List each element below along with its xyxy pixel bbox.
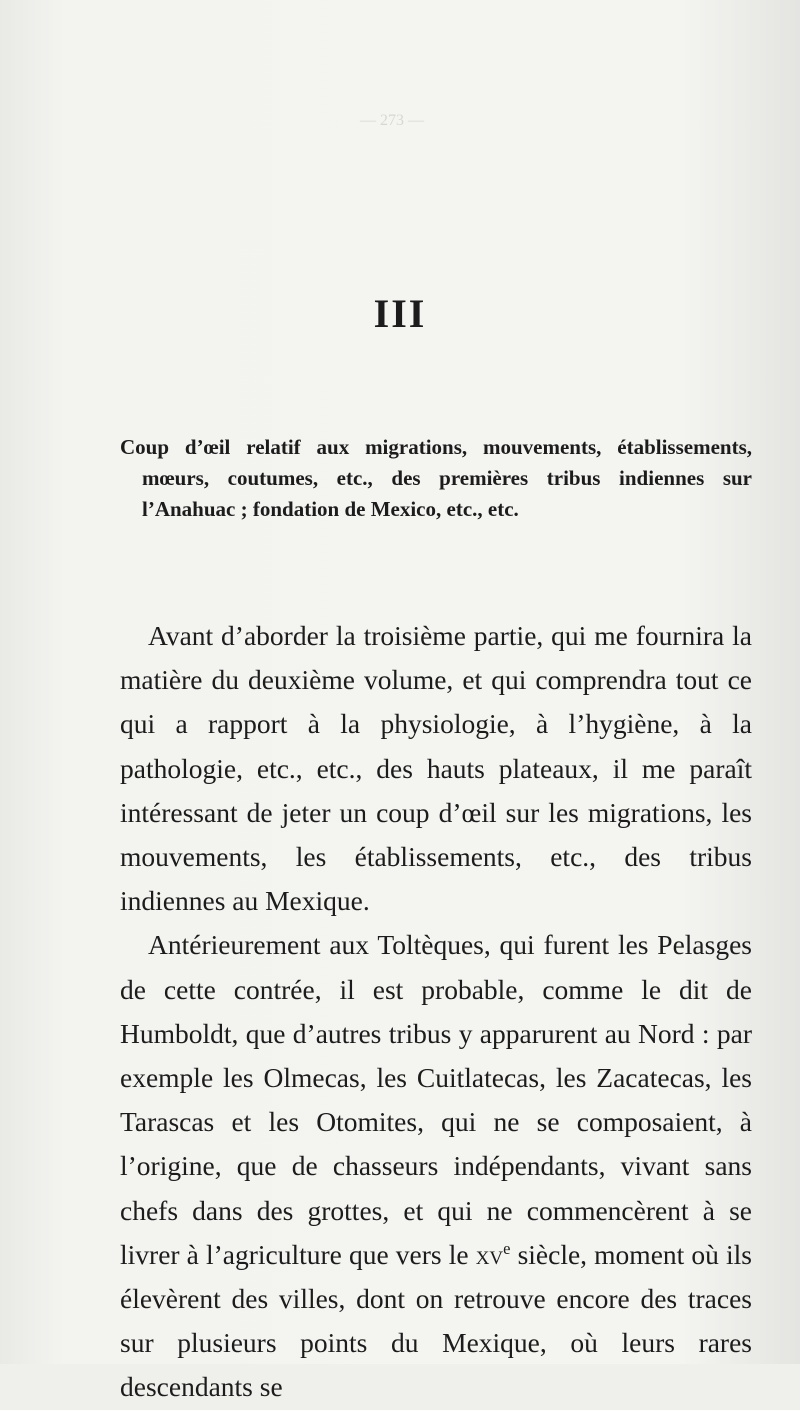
body-text xyxy=(120,614,752,1410)
page-number: — 273 — xyxy=(360,112,424,129)
century-numeral: xv xyxy=(475,1238,504,1270)
paragraph-text: Antérieurement aux Toltèques, qui furent les Pelasges de cette contrée, il est probable, comme le dit de Humboldt, que d’autres tribus y apparurent au Nord : par exemple les Olmecas, les Cuitlatecas, les Zacatecas, les Tarascas et les Otomites, qui ne se composaient, à l’origine, que de chasseurs indépendants, vivant sans chefs dans des grottes, et qui ne commencèrent à se livrer à l’agriculture que vers le xyxy=(120,929,752,1270)
paragraph-text: siècle, moment où ils élevèrent des villes, dont on retrouve encore des traces sur plusieurs points du Mexique, où leurs rares descendants se xyxy=(120,1238,752,1403)
paragraph xyxy=(120,923,752,1409)
paragraph: Avant d’aborder la troisième partie, qui me fournira la matière du deuxième volume, et qui comprendra tout ce qui a rapport à la physiologie, à l’hygiène, à la pathologie, etc., etc., des hauts plateaux, il me paraît intéressant de jeter un coup d’œil sur les migrations, les mouvements, les établissements, etc., des tribus indiennes au Mexique. xyxy=(120,620,752,917)
chapter-summary xyxy=(120,432,752,525)
chapter-heading: III xyxy=(373,291,427,336)
century-suffix: e xyxy=(503,1238,511,1258)
chapter-summary-text: Coup d’œil relatif aux migrations, mouvements, établissements, mœurs, coutumes, etc., des premières tribus indiennes sur l’Anahuac ; fondation de Mexico, etc., etc. xyxy=(120,435,752,521)
